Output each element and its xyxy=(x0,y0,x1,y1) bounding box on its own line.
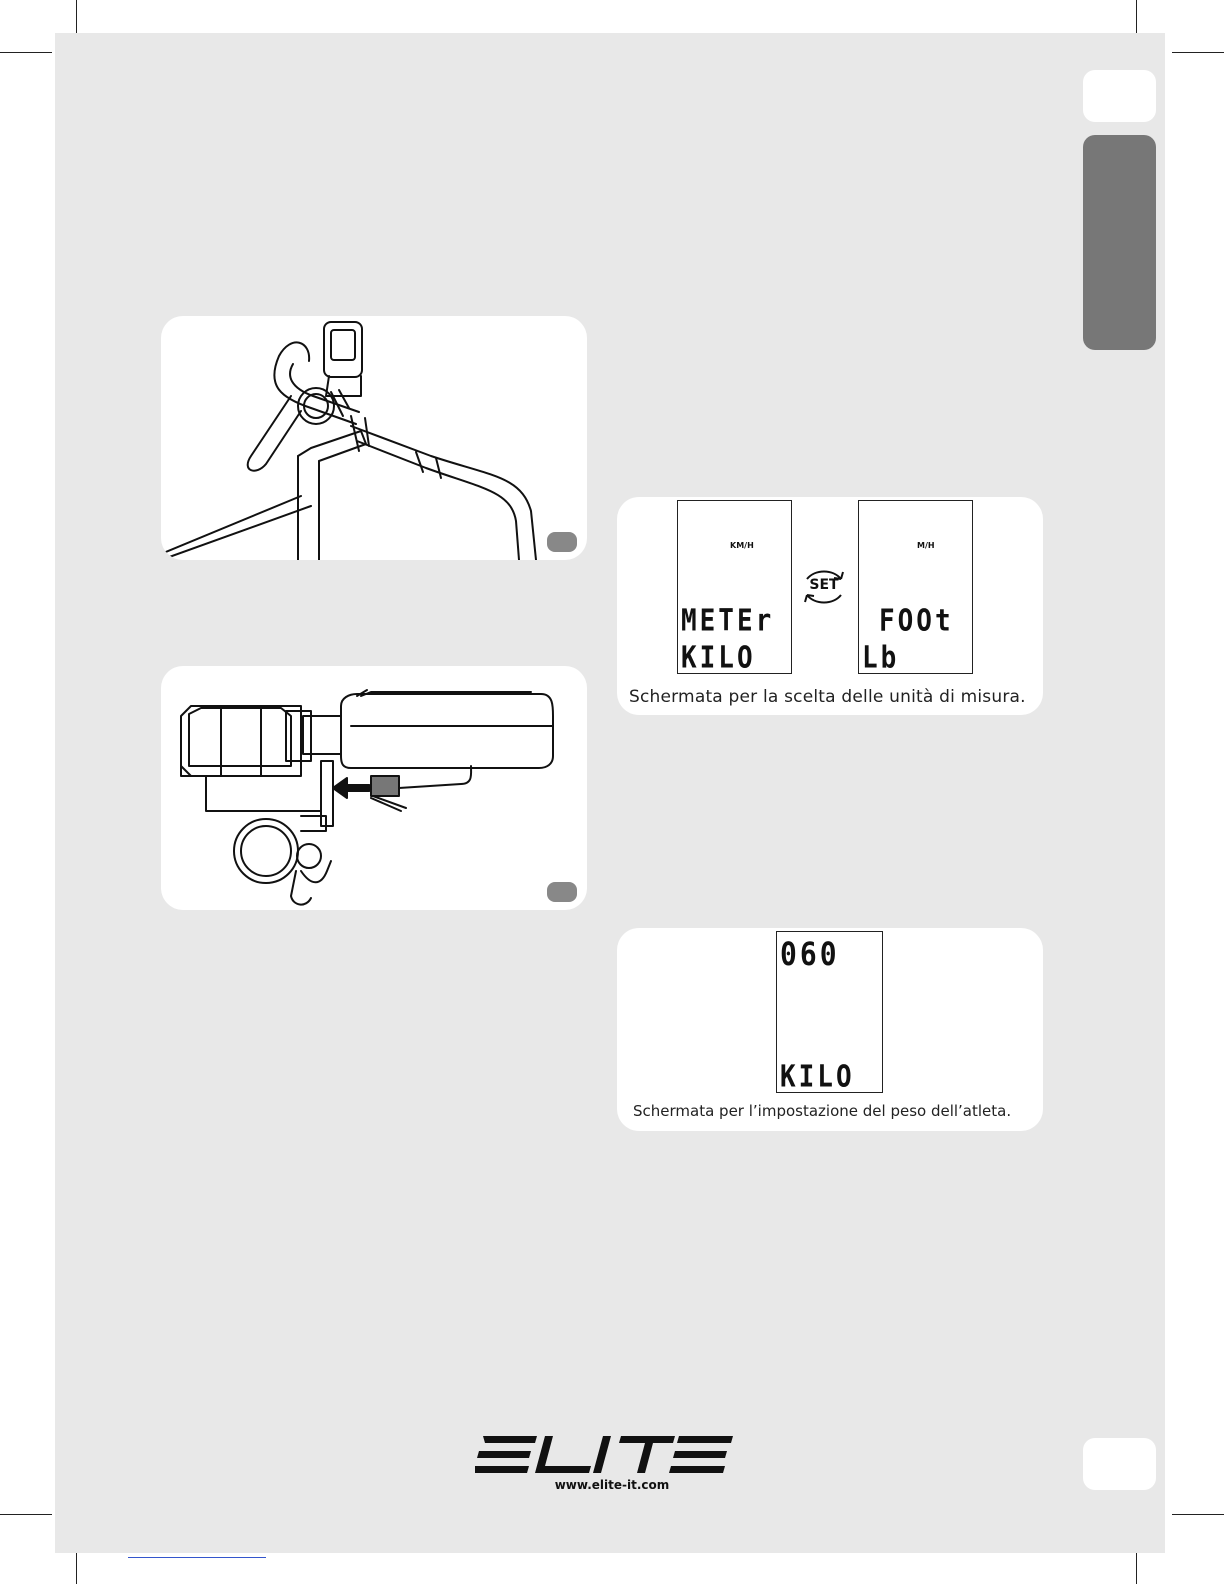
figure-cable-connection xyxy=(161,666,587,910)
language-tab-side xyxy=(1083,135,1156,350)
language-tab-top xyxy=(1083,70,1156,122)
weight-value: 060 xyxy=(780,935,840,973)
figure-units-selection xyxy=(617,497,1043,715)
website-url: www.elite-it.com xyxy=(554,1478,670,1492)
figure-number-badge xyxy=(547,532,577,552)
lcd-screen-imperial xyxy=(858,500,973,674)
speed-unit-label: M/H xyxy=(917,541,935,550)
figure-weight-setting xyxy=(617,928,1043,1131)
mount-side-illustration xyxy=(161,666,587,910)
weight-unit-text: KILO xyxy=(780,1060,855,1095)
hyperlink-underline xyxy=(128,1557,266,1558)
figure-number-badge xyxy=(547,882,577,902)
crop-mark xyxy=(0,1514,52,1515)
elite-logo xyxy=(475,1436,733,1476)
figure-caption: Schermata per la scelta delle unità di misura. xyxy=(629,687,1026,707)
handlebar-illustration xyxy=(161,316,587,560)
weight-unit-text: KILO xyxy=(681,641,756,676)
crop-mark xyxy=(1172,52,1224,53)
crop-mark xyxy=(1172,1514,1224,1515)
lcd-screen-metric xyxy=(677,500,792,674)
crop-mark xyxy=(0,52,52,53)
set-button-label: SET xyxy=(809,577,839,593)
speed-unit-label: KM/H xyxy=(730,541,754,550)
distance-unit-text: METEr xyxy=(681,604,775,639)
weight-unit-text: Lb xyxy=(862,641,900,676)
distance-unit-text: FOOt xyxy=(879,604,954,639)
figure-handlebar-mount xyxy=(161,316,587,560)
lcd-screen-weight xyxy=(776,931,883,1093)
figure-caption: Schermata per l’impostazione del peso dell’atleta. xyxy=(633,1102,1012,1120)
